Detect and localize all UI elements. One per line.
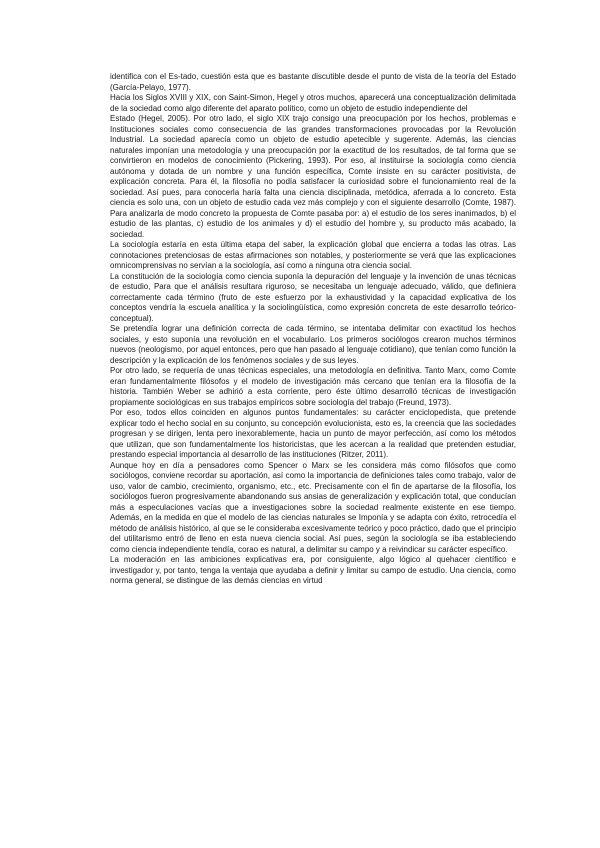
paragraph-8: Por eso, todos ellos coinciden en algunos puntos fundamentales: su carácter enciclopedista, que pretende explicar todo el hecho social en su conjunto, su concepción evolucionista, esto es, la creencia que las sociedades progresan y se dirigen, lenta pero inexorablemente, hacia un punto de mayor perfección, así como los métodos que utilizan, que son fundamentalmente los historicistas, que les acercan a la realidad que pretenden estudiar, prestando especial importancia al desarrollo de las instituciones (Ritzer, 2011). — [110, 408, 516, 459]
paragraph-10: La moderación en las ambiciones explicativas era, por consiguiente, algo lógico al quehacer científico e investigador y, por tanto, tenga la ventaja que ayudaba a definir y limitar su campo de estudio. Una ciencia, como norma general, se distingue de las demás ciencias en virtud — [110, 555, 516, 585]
paragraph-4: La sociología estaría en esta última etapa del saber, la explicación global que encierra a todas las otras. Las connotaciones pretenciosas de estas afirmaciones son notables, y posteriormente se verá que las explicaciones omnicomprensivas no servían a la sociología, así como a ninguna otra ciencia social. — [110, 240, 516, 270]
paragraph-1: identifica con el Es-tado, cuestión esta que es bastante discutible desde el punto de vista de la teoría del Estado (García-Pelayo, 1977). — [110, 72, 516, 92]
body-text — [110, 72, 516, 587]
paragraph-5: La constitución de la sociología como ciencia suponía la depuración del lenguaje y la invención de unas técnicas de estudio, Para que el análisis resultara riguroso, se necesitaba un lenguaje adecuado, válido, que definiera correctamente cada término (fruto de este esfuerzo por la exhaustividad y la capacidad explicativa de los conceptos vendría la escuela analítica y la sociolingüística, como expresión concreta de este desarrollo teórico-conceptual). — [110, 271, 516, 323]
paragraph-2: Hacia los Siglos XVIII y XIX, con Saint-Simon, Hegel y otros muchos, aparecerá una conceptualización delimitada de la sociedad como algo diferente del aparato político, como un objeto de estudio independiente del — [110, 93, 516, 113]
paragraph-7: Por otro lado, se requería de unas técnicas especiales, una metodología en definitiva. Tanto Marx, como Comte eran fundamentalmente filósofos y el modelo de investigación más cercano que tenían era la filosofía de la historia. También Weber se adhirió a esta corriente, pero éste último desarrolló técnicas de investigación propiamente sociológicas en sus trabajos empíricos sobre sociología del trabajo (Freund, 1973). — [110, 366, 516, 407]
paragraph-9: Aunque hoy en día a pensadores como Spencer o Marx se les considera más como filósofos que como sociólogos, conviene recordar su aportación, así como la importancia de definiciones tales como trabajo, valor de uso, valor de cambio, crecimiento, organismo, etc., etc. Precisamente con el fin de apartarse de la filosofía, los sociólogos fueron progresivamente abandonando sus ansias de generalización y explicación total, que conducían más a especulaciones vacías que a investigaciones sobre la sociedad realmente existente en ese tiempo. Además, en la medida en que el modelo de las ciencias naturales se Imponía y se adapta con éxito, retrocedía el método de análisis histórico, al que se le consideraba excesivamente teórico y poco práctico, dado que el principio del utilitarismo entró de lleno en esta nueva ciencia social. Así pues, según la sociología se iba estableciendo como ciencia independiente tendía, corao es natural, a delimitar su campo y a reivindicar su carácter específico. — [110, 460, 517, 554]
paragraph-3: Estado (Hegel, 2005). Por otro lado, el siglo XIX trajo consigo una preocupación por los hechos, problemas e Instituciones sociales como consecuencia de las grandes transformaciones provocadas por la Revolución Industrial. La sociedad aparecía como un objeto de estudio apetecible y sugerente. Además, las ciencias naturales imponían una metodología y una preocupación por la exactitud de los resultados, de tal forma que se convirtieron en modelos de conocimiento (Pickering, 1993). Por eso, al instituirse la sociología como ciencia autónoma y dotada de un nombre y una función específica, Comte insiste en su carácter positivista, de explicación concreta. Para él, la filosofía no podía satisfacer la curiosidad sobre el funcionamiento real de la sociedad. Así pues, para conocerla haría falta una ciencia disciplinada, metódica, aferrada a lo concreto. Esta ciencia es solo una, con un objeto de estudio cada vez más complejo y con el siguiente desarrollo (Comte, 1987). Para analizarla de modo concreto la propuesta de Comte pasaba por: a) el estudio de los seres inanimados, b) el estudio de las plantas, c) estudio de los animales y d) el estudio del hombre y, su producto más acabado, la sociedad. — [110, 114, 516, 239]
paragraph-6: Se pretendía lograr una definición correcta de cada término, se intentaba delimitar con exactitud los hechos sociales, y esto suponía una revolución en el vocabulario. Los primeros sociólogos crearon muchos términos nuevos (neologismo, por aquel entonces, pero que han pasado al lenguaje cotidiano), que tenían como función la descripción y la explicación de los fenómenos sociales y de sus leyes. — [110, 324, 516, 365]
